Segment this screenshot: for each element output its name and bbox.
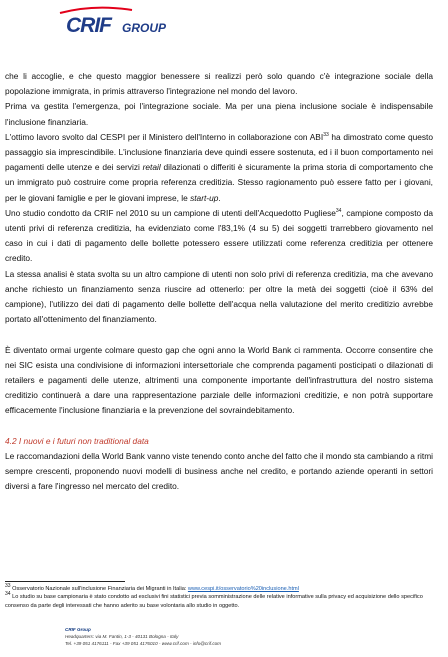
svg-text:CRIF: CRIF: [66, 14, 111, 37]
footnote: $^{34}$ Lo studio su base campionaria è stato condotto ad esclusivi fini statistici previa somministrazione delle relative informative sulla privacy ed acquisizione dello specifico consenso da parte degli interessati che hanno aderito su base volontaria allo studio in oggetto.: [5, 591, 423, 609]
section-heading: 4.2 I nuovi e i futuri non traditional data: [5, 435, 149, 446]
footnote-ref[interactable]: 33: [323, 132, 329, 139]
paragraph: Prima va gestita l'emergenza, poi l'integrazione sociale. Ma per una piena inclusione sociale è indispensabile l'inclusione finanziaria.: [5, 101, 433, 127]
crif-logo-mark: [54, 4, 204, 38]
crif-logo: [54, 4, 204, 38]
paragraph: Le raccomandazioni della World Bank vanno viste tenendo conto anche del fatto che il mondo sta cambiando a ritmi sempre crescenti, proponendo nuovi modelli di business anche nel credito, e portando aziende operanti in settori diversi a fare l'ingresso nel mercato del credito.: [5, 451, 433, 492]
footer-address: Headquarters: via M. Fantin, 1-3 - 40131 Bologna - Italy: [65, 634, 179, 639]
footnote: $^{33}$ Osservatorio Nazionale sull'inclusione Finanziaria dei Migranti in Italia: www.cespi.it/osservatorio%20inclusione.html: [5, 583, 299, 592]
main-body: [5, 69, 433, 495]
page-footer: [65, 626, 265, 647]
footnote-divider: [5, 581, 125, 582]
footer-company: CRIF Group: [65, 627, 91, 632]
footnote-ref[interactable]: 34: [335, 208, 342, 215]
paragraph: È diventato ormai urgente colmare questo gap che ogni anno la World Bank ci rammenta. Occorre consentire che nei SIC esista una condivisione di informazioni intersettoriale che comprenda pagamenti posticipati o dilazionati di retailers e pagamenti delle utenze, altrimenti una componente importante dell'infrastruttura del nostro sistema creditizio continuerà a dare una rappresentazione parziale delle informazioni creditizie, e non potrà supportare efficacemente l'inclusione finanziaria e la prevenzione del sovraindebitamento.: [5, 344, 433, 416]
footer-contact: Tel. +39 051 4176111 - Fax +39 051 4176010 - www.crif.com - info@crif.com: [65, 641, 221, 646]
footnote-link[interactable]: www.cespi.it/osservatorio%20inclusione.html: [187, 586, 299, 592]
paragraph: La stessa analisi è stata svolta su un altro campione di utenti non solo privi di referenza creditizia, ma che avevano anche richiesto un finanziamento senza riuscire ad ottenerlo: per oltre la metà dei soggetti (cioè il 63% del campione), l'utilizzo dei dati di pagamento delle bollette dell'acqua nella valutazione del merito creditizio avrebbe portato all'ottenimento del finanziamento.: [5, 268, 433, 325]
svg-text:GROUP: GROUP: [122, 21, 167, 35]
paragraph: che li accoglie, e che questo maggior benessere si realizzi però solo quando c'è integrazione sociale della popolazione immigrata, in primis attraverso l'integrazione nel mondo del lavoro.: [5, 71, 433, 97]
paragraph: L'ottimo lavoro svolto dal CESPI per il Ministero dell'Interno in collaborazione con ABI$^{33}$ ha dimostrato come questo passaggio sia imprescindibile. L'inclusione finanziaria deve quindi essere sostenuta, ed i il buon comportamento nei pagamenti delle utenze e dei servizi retail dilazionati o differiti è sicuramente la prima storia di comportamento che un immigrato può costruire come propria referenza creditizia. Stesso ragionamento può essere fatto per i giovani, per le giovani famiglie e per le giovani imprese, le start-up.: [5, 131, 433, 203]
paragraph: Uno studio condotto da CRIF nel 2010 su un campione di utenti dell'Acquedotto Pugliese$^{34}$, campione composto da utenti privi di referenza creditizia, ha evidenziato come l'83,1% (4 su 5) dei soggetti trarrebbero giovamento nel caso in cui i dati di pagamento delle bollette potessero essere utilizzati come referenza creditizia per ottenere credito.: [5, 207, 434, 264]
footnotes: [5, 585, 435, 610]
